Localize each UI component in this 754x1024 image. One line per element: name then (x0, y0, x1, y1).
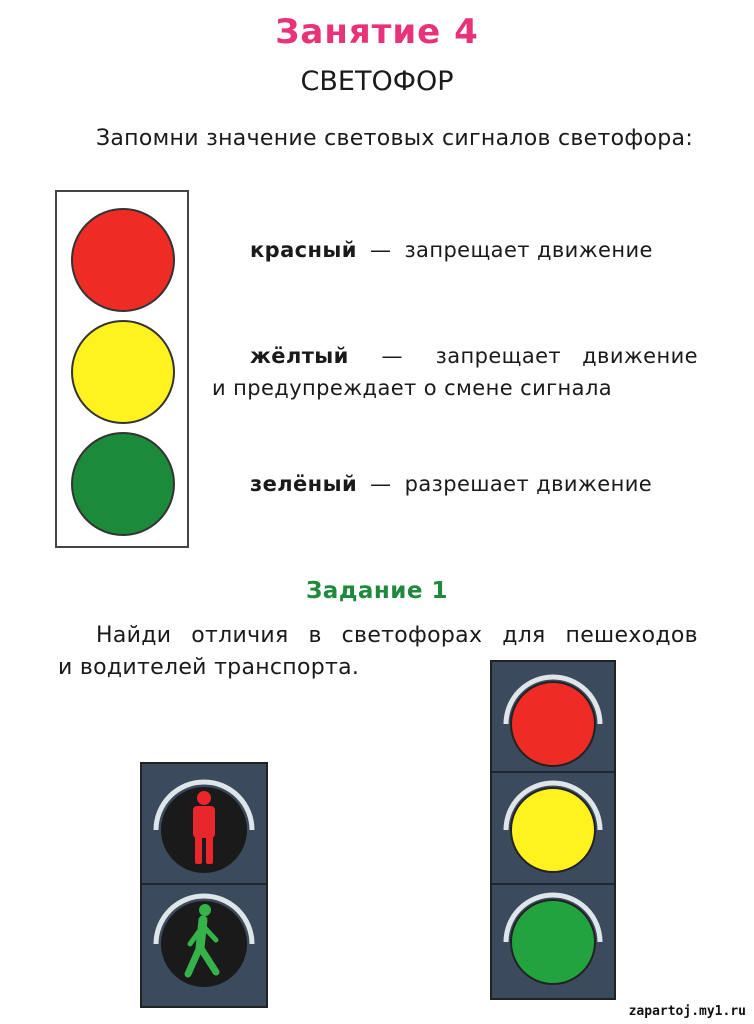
signal-green-desc (250, 472, 652, 496)
signal-red-desc (250, 238, 653, 262)
signal-meaning: запрещает движение (404, 238, 653, 262)
signal-meaning: запрещает движение (435, 344, 698, 368)
red-lamp (71, 208, 175, 312)
green-lamp (71, 432, 175, 536)
signal-meaning-cont: и предупреждает о смене сигнала (212, 376, 613, 400)
lesson-subtitle: СВЕТОФОР (300, 66, 454, 97)
task-word: отличия (191, 623, 289, 648)
task-word: Найди (96, 623, 172, 648)
vehicle-light-graphic (492, 662, 614, 998)
pedestrian-traffic-light (140, 762, 268, 1008)
vehicle-green-lamp (511, 900, 595, 984)
watermark: zapartoj.my1.ru (628, 1004, 746, 1019)
dash: — (370, 238, 392, 262)
traffic-light-diagram (55, 190, 189, 548)
signal-yellow-desc (212, 344, 698, 400)
task-line-2: и водителей транспорта. (58, 655, 360, 680)
signal-name: жёлтый (250, 344, 349, 368)
task-line-1 (58, 620, 698, 652)
task-word: светофорах (341, 623, 483, 648)
signal-name: красный (250, 238, 357, 262)
intro-text: Запомни значение световых сигналов светофора: (96, 126, 694, 151)
vehicle-yellow-lamp (511, 788, 595, 872)
signal-meaning: разрешает движение (404, 472, 653, 496)
pedestrian-light-graphic (142, 764, 266, 1006)
task-title: Задание 1 (305, 578, 449, 604)
task-word: в (308, 623, 322, 648)
dash: — (370, 472, 392, 496)
vehicle-red-lamp (511, 682, 595, 766)
lesson-title: Занятие 4 (275, 12, 479, 52)
yellow-lamp (71, 320, 175, 424)
task-word: для (502, 623, 546, 648)
dash: — (381, 344, 403, 368)
vehicle-traffic-light (490, 660, 616, 1000)
task-word: пешеходов (565, 623, 698, 648)
signal-name: зелёный (250, 472, 358, 496)
